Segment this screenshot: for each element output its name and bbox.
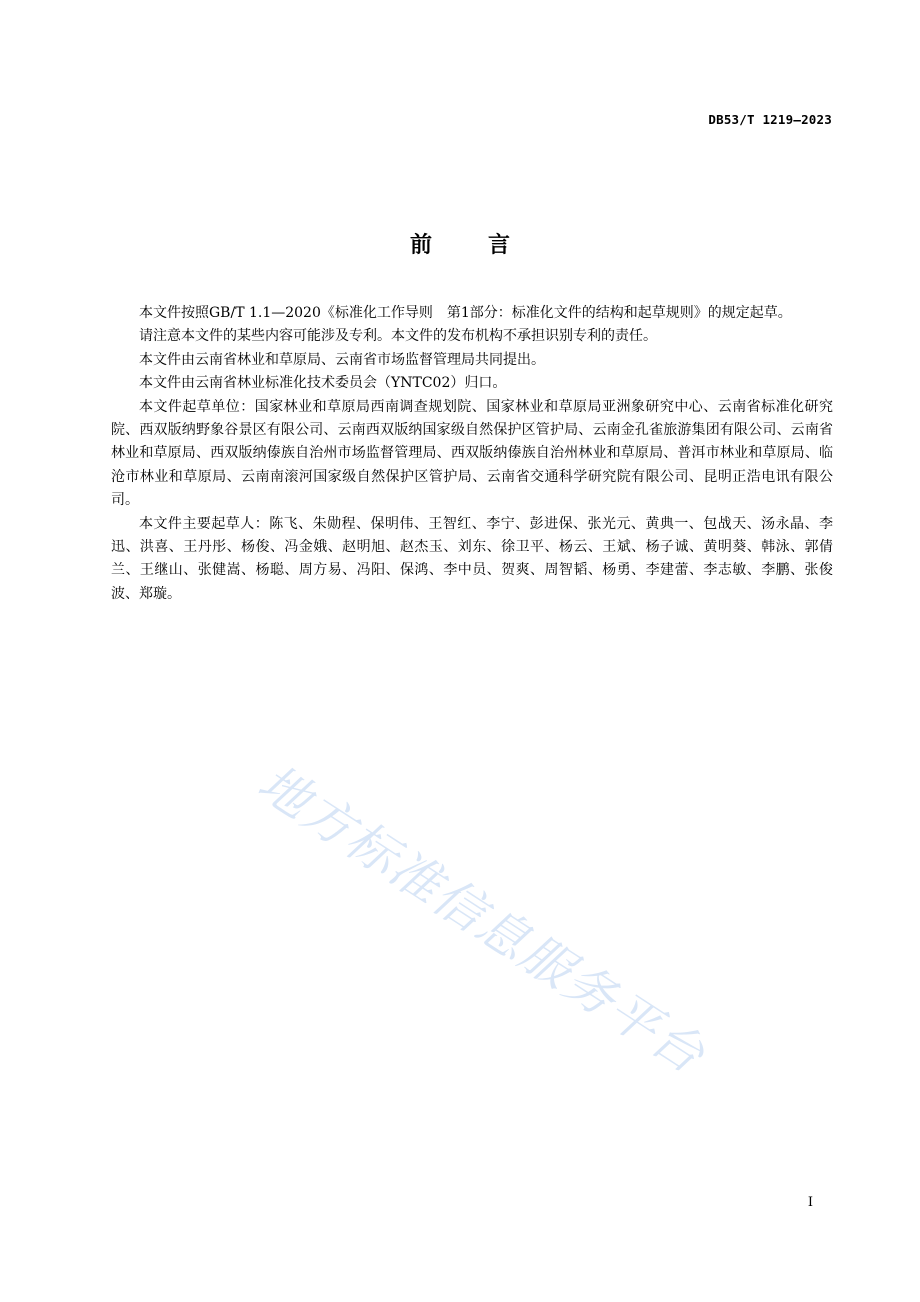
- watermark: 地方标准信息服务平台: [247, 753, 716, 1086]
- paragraph-technical-committee: 本文件由云南省林业标准化技术委员会（YNTC02）归口。: [139, 375, 507, 392]
- paragraph-proposer: 本文件由云南省林业和草原局、云南省市场监督管理局共同提出。: [139, 351, 545, 368]
- paragraph-drafters: 本文件主要起草人：陈飞、朱勋程、保明伟、王智红、李宁、彭进保、张光元、黄典一、包战天、汤永晶、李迅、洪喜、王丹彤、杨俊、冯金娥、赵明旭、赵杰玉、刘东、徐卫平、杨云、王斌、杨子诚、黄明葵、韩泳、郭倩兰、王继山、张健嵩、杨聪、周方易、冯阳、保鸿、李中员、贺爽、周智韬、杨勇、李建蕾、李志敏、李鹏、张俊波、郑璇。: [111, 515, 833, 602]
- page-number: I: [807, 1195, 813, 1210]
- standard-code: DB53/T 1219—2023: [708, 112, 832, 127]
- paragraph-drafting-units: 本文件起草单位：国家林业和草原局西南调查规划院、国家林业和草原局亚洲象研究中心、云南省标准化研究院、西双版纳野象谷景区有限公司、云南西双版纳国家级自然保护区管护局、云南金孔雀旅游集团有限公司、云南省林业和草原局、西双版纳傣族自治州市场监督管理局、西双版纳傣族自治州林业和草原局、普洱市林业和草原局、临沧市林业和草原局、云南南滚河国家级自然保护区管护局、云南省交通科学研究院有限公司、昆明正浩电讯有限公司。: [111, 398, 833, 509]
- foreword-body: [111, 302, 833, 606]
- page-title: 前言: [409, 233, 566, 258]
- paragraph-drafting-rules: 本文件按照GB/T 1.1—2020《标准化工作导则 第1部分：标准化文件的结构和起草规则》的规定起草。: [139, 305, 792, 321]
- paragraph-patent-notice: 请注意本文件的某些内容可能涉及专利。本文件的发布机构不承担识别专利的责任。: [139, 328, 657, 345]
